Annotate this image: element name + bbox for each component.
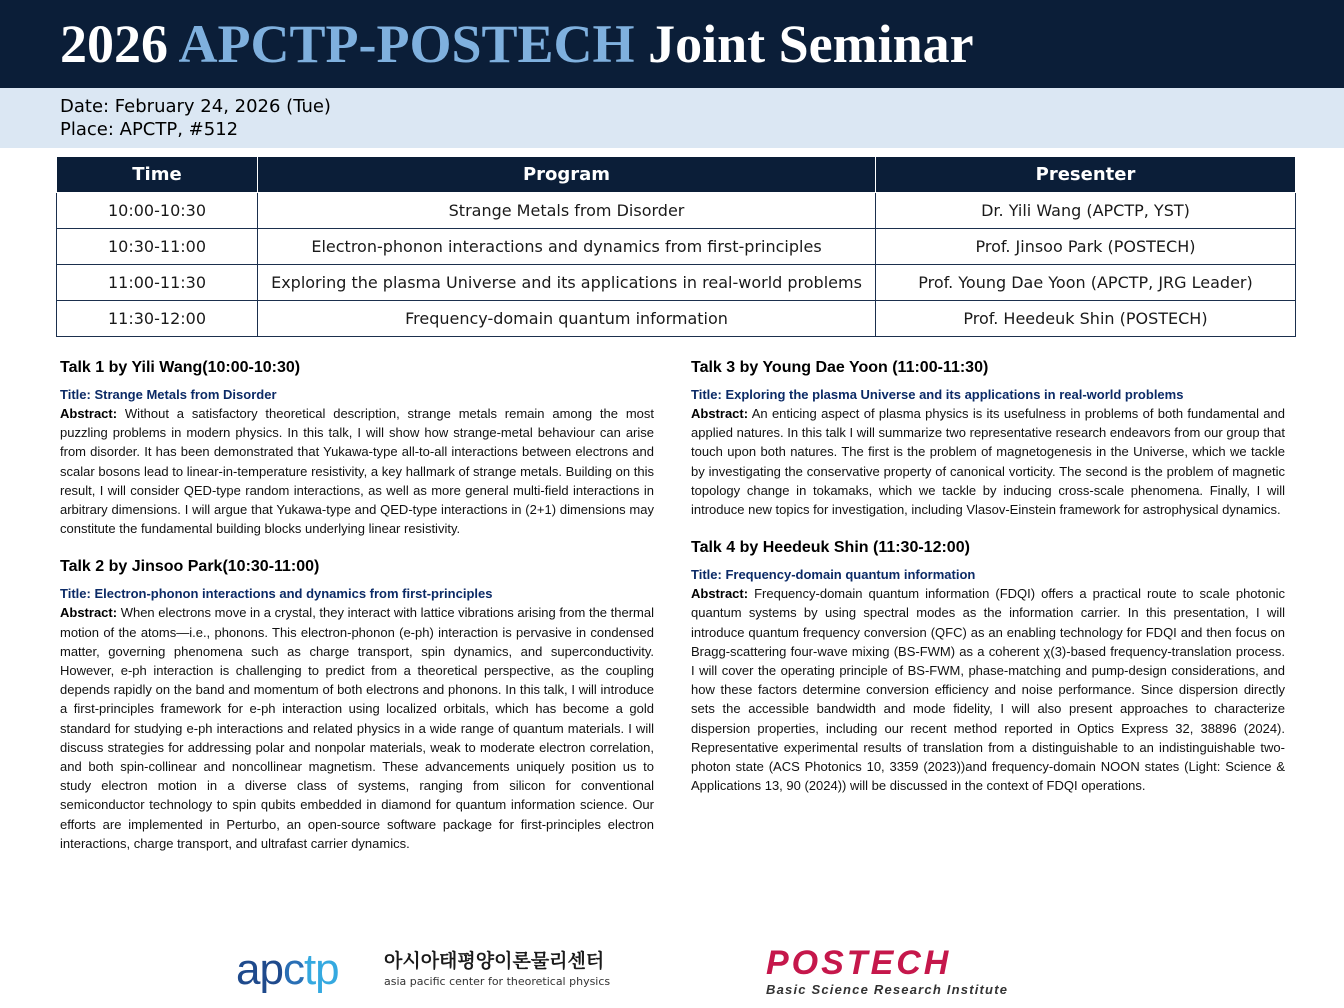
- talk-2: [60, 556, 654, 853]
- title-banner: [0, 0, 1344, 88]
- talk-heading: Talk 1 by Yili Wang(10:00-10:30): [60, 359, 301, 376]
- talk-abstract: Abstract: Without a satisfactory theoretical description, strange metals remain among the most puzzling problems in modern physics. In this talk, I will show how strange-metal behaviour can arise from disorder. It has been demonstrated that Yukawa-type all-to-all interactions between electrons and scalar bosons lead to linear-in-temperature resistivity, a key hallmark of strange metals. Building on this result, I will consider QED-type random interactions, as well as more general multi-field interactions in arbitrary dimensions. I will argue that Yukawa-type and QED-type interactions in (2+1) dimensions may constitute the fundamental building blocks underlying linear resistivity.: [60, 406, 654, 537]
- header-time: Time: [57, 157, 258, 193]
- footer-logos: [0, 944, 1344, 1004]
- row-time: 11:30-12:00: [57, 301, 258, 337]
- talk-4: [691, 537, 1285, 795]
- title-accent: APCTP-POSTECH: [178, 14, 635, 74]
- schedule-header-row: [57, 157, 1296, 193]
- talk-heading: Talk 4 by Heedeuk Shin (11:30-12:00): [691, 539, 970, 557]
- talk-3: [691, 357, 1285, 519]
- talk-abstract: Abstract: When electrons move in a crystal, they interact with lattice vibrations arising from the thermal motion of the atoms—i.e., phonons. This electron-phonon (e-ph) interaction is pervasive in condensed matter, governing phenomena such as charge transport, spin dynamics, and superconductivity. However, e-ph interaction is challenging to predict from a theoretical perspective, as the coupling depends rapidly on the band and momentum of both electrons and phonons. In this talk, I will introduce a first-principles framework for e-ph interaction using localized orbitals, which has become a gold standard for studying e-ph interactions and related physics in a wide range of quantum materials. I will discuss strategies for addressing polar and nonpolar materials, weak to moderate electron correlation, and both spin-collinear and noncollinear magnetism. These advancements uniquely position us to study electron motion in a diverse class of systems, ranging from silicon for conventional semiconductor technology to spin qubits embedded in diamond for quantum information science. Our efforts are implemented in Perturbo, an open-source software package for first-principles electron interactions, charge transport, and ultrafast carrier dynamics.: [60, 605, 654, 851]
- event-place: Place: APCTP, #512: [60, 119, 239, 140]
- apctp-name: [384, 950, 610, 989]
- talk-title: Title: Exploring the plasma Universe and its applications in real-world problems: [691, 387, 1184, 402]
- row-presenter: Prof. Young Dae Yoon (APCTP, JRG Leader): [876, 265, 1296, 301]
- talk-heading: Talk 3 by Young Dae Yoon (11:00-11:30): [691, 359, 989, 376]
- row-program: Strange Metals from Disorder: [258, 193, 876, 229]
- talk-1: [60, 357, 654, 538]
- talk-heading: Talk 2 by Jinsoo Park(10:30-11:00): [60, 558, 320, 576]
- postech-logo: [766, 946, 1008, 998]
- apctp-logo: apctp: [236, 945, 339, 994]
- table-row: [57, 229, 1296, 265]
- left-column: [60, 357, 654, 871]
- talk-title: Title: Frequency-domain quantum information: [691, 567, 976, 583]
- row-presenter: Prof. Jinsoo Park (POSTECH): [876, 229, 1296, 265]
- page-title: 2026 APCTP-POSTECH Joint Seminar: [60, 14, 974, 74]
- row-presenter: Dr. Yili Wang (APCTP, YST): [876, 193, 1296, 229]
- table-row: [57, 193, 1296, 229]
- talk-title: Title: Electron-phonon interactions and dynamics from first-principles: [60, 586, 493, 602]
- row-time: 11:00-11:30: [57, 265, 258, 301]
- talk-title: Title: Strange Metals from Disorder: [60, 387, 277, 402]
- table-row: [57, 301, 1296, 337]
- row-program: Exploring the plasma Universe and its applications in real-world problems: [258, 265, 876, 301]
- row-time: 10:00-10:30: [57, 193, 258, 229]
- event-date: Date: February 24, 2026 (Tue): [60, 96, 331, 117]
- header-program: Program: [258, 157, 876, 193]
- table-row: [57, 265, 1296, 301]
- event-info-bar: [0, 88, 1344, 148]
- row-time: 10:30-11:00: [57, 229, 258, 265]
- right-column: [691, 357, 1285, 813]
- row-program: Electron-phonon interactions and dynamics from first-principles: [258, 229, 876, 265]
- talk-abstract: Abstract: Frequency-domain quantum information (FDQI) offers a practical route to scale photonic quantum systems by using spectral modes as the information carrier. In this presentation, I will introduce quantum frequency conversion (QFC) as an enabling technology for FDQI and then focus on Bragg-scattering four-wave mixing (BS-FWM) as a coherent χ(3)-based frequency-translation process. I will cover the operating principle of BS-FWM, phase-matching and pump-design considerations, and how these factors determine conversion efficiency and noise performance. Since dispersion directly sets the accessible bandwidth and mode fidelity, I will also present approaches to characterize dispersion properties, including our recent method reported in Optics Express 32, 38896 (2024). Representative experimental results of translation from a distinguishable to an indistinguishable two-photon state (ACS Photonics 10, 3359 (2023))and frequency-domain NOON states (Light: Science & Applications 13, 90 (2024)) will be discussed in the context of FDQI operations.: [691, 586, 1285, 794]
- postech-wordmark: POSTECH: [766, 944, 952, 982]
- schedule-table: [56, 156, 1296, 337]
- postech-institute: Basic Science Research Institute: [766, 982, 1009, 997]
- row-program: Frequency-domain quantum information: [258, 301, 876, 337]
- header-presenter: Presenter: [876, 157, 1296, 193]
- row-presenter: Prof. Heedeuk Shin (POSTECH): [876, 301, 1296, 337]
- talk-abstract: Abstract: An enticing aspect of plasma physics is its usefulness in problems of both fundamental and applied natures. In this talk I will summarize two representative research endeavors from our group that touch upon both natures. The first is the problem of magnetogenesis in the Universe, which we tackle by investigating the conservative property of canonical vorticity. The second is the problem of magnetic topology change in tokamaks, which we tackle by inducing cross-scale phenomena. Finally, I will introduce new topics for investigation, including Vlasov-Einstein framework for astrophysical dynamics.: [691, 406, 1285, 518]
- apctp-english-name: asia pacific center for theoretical physics: [384, 975, 611, 988]
- apctp-korean-name: 아시아태평양이론물리센터: [384, 950, 605, 972]
